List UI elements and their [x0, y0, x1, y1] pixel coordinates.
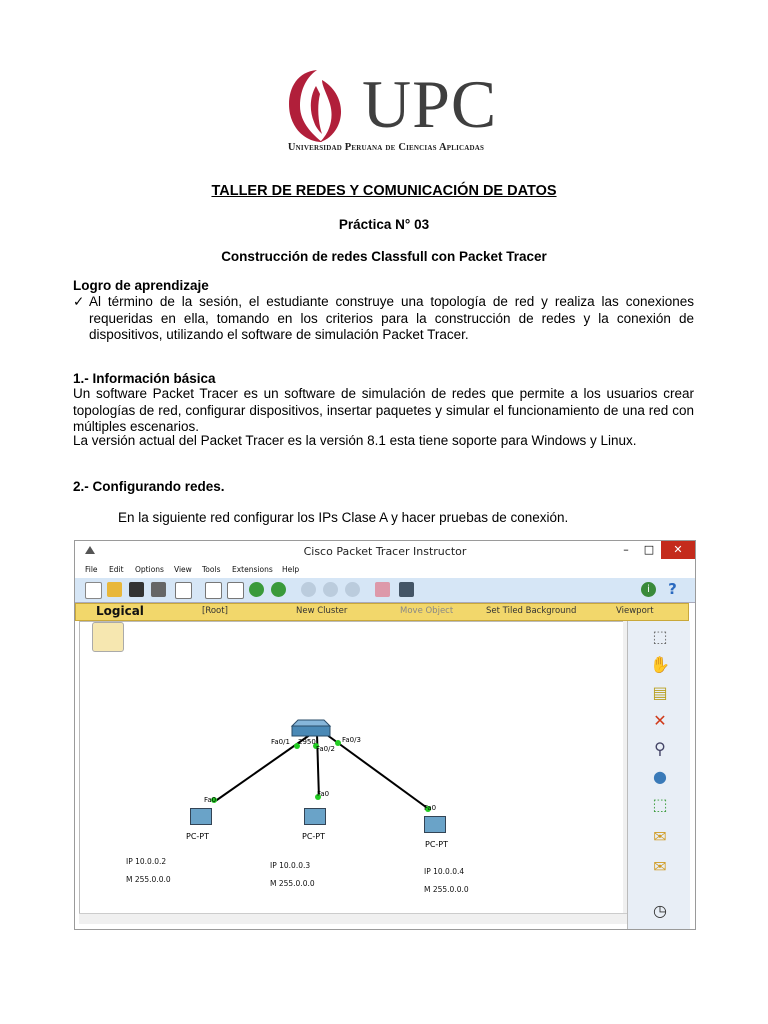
switch-port-fa01: Fa0/1: [271, 738, 290, 746]
help-icon[interactable]: ?: [668, 580, 677, 598]
checkmark-icon: ✓: [73, 294, 85, 309]
resize-icon[interactable]: ⬚: [652, 795, 668, 814]
document-subtitle: Construcción de redes Classfull con Packet Tracer: [221, 249, 547, 264]
document-title: TALLER DE REDES Y COMUNICACIÓN DE DATOS: [211, 183, 557, 199]
minimize-button[interactable]: –: [623, 543, 629, 556]
switch-port-fa03: Fa0/3: [342, 736, 361, 744]
zoom-out-icon[interactable]: [345, 582, 360, 597]
open-folder-icon[interactable]: [107, 582, 122, 597]
move-object-button[interactable]: Move Object: [400, 606, 454, 616]
menu-extensions[interactable]: Extensions: [232, 565, 273, 574]
pc3-port: Fa0: [424, 804, 437, 812]
section2-heading: 2.- Configurando redes.: [73, 479, 225, 494]
pc3-mask: M 255.0.0.0: [424, 885, 469, 894]
realtime-clock-icon[interactable]: ◷: [653, 901, 667, 920]
pc3-ip: IP 10.0.0.4: [424, 867, 465, 876]
activity-wizard-icon[interactable]: [175, 582, 192, 599]
university-name: Universidad Peruana de Ciencias Aplicadas: [287, 142, 485, 153]
logo-text: UPC: [362, 66, 498, 142]
workspace-canvas[interactable]: [79, 621, 625, 915]
zoom-in-icon[interactable]: [301, 582, 316, 597]
inspect-icon[interactable]: ⚲: [654, 739, 666, 758]
save-icon[interactable]: [129, 582, 144, 597]
undo-icon[interactable]: [249, 582, 264, 597]
learning-item: [73, 294, 694, 344]
menu-help[interactable]: Help: [282, 565, 300, 574]
packet-tracer-window: [74, 540, 696, 930]
pc2-icon[interactable]: [304, 808, 326, 825]
upc-logo-emblem: [282, 66, 352, 146]
section1-heading: 1.- Información básica: [73, 371, 216, 386]
pc1-mask: M 255.0.0.0: [126, 875, 171, 884]
pc1-ip: IP 10.0.0.2: [126, 857, 167, 866]
pt-toolbar: [75, 578, 695, 603]
maximize-button[interactable]: □: [643, 543, 655, 556]
select-icon[interactable]: ⬚: [652, 627, 668, 646]
pc2-label: PC-PT: [302, 832, 326, 841]
learning-heading: Logro de aprendizaje: [73, 278, 209, 293]
pc2-mask: M 255.0.0.0: [270, 879, 315, 888]
section1-paragraph1: Un software Packet Tracer es un software de simulación de redes que permite a los usuarios crear topologías de red, configurar dispositivos, insertar paquetes y simular el funcionamiento de una red con múltiples escenarios.: [73, 386, 694, 434]
draw-shape-icon[interactable]: ●: [653, 767, 667, 786]
section2-instruction: En la siguiente red configurar los IPs Clase A y hacer pruebas de conexión.: [118, 510, 569, 525]
topology-links: [80, 622, 624, 914]
copy-icon[interactable]: [205, 582, 222, 599]
paste-icon[interactable]: [227, 582, 244, 599]
pt-title-bar: [75, 541, 695, 563]
pc3-icon[interactable]: [424, 816, 446, 833]
learning-text: Al término de la sesión, el estudiante construye una topología de red y realiza las conexiones requeridas en ella, tomando en los criterios para la construcción de redes y la conexión de dispositivos, utilizando el software de simulación Packet Tracer.: [89, 294, 694, 342]
add-complex-pdu-icon[interactable]: ✉: [653, 857, 667, 876]
pc3-label: PC-PT: [425, 840, 449, 849]
note-icon[interactable]: ▤: [652, 683, 668, 702]
pc1-port: Fa0: [204, 796, 217, 804]
info-icon[interactable]: i: [641, 582, 656, 597]
switch-model-label: 2950: [298, 738, 316, 746]
add-simple-pdu-icon[interactable]: ✉: [653, 827, 667, 846]
pc1-icon[interactable]: [190, 808, 212, 825]
practice-number: Práctica N° 03: [338, 217, 430, 232]
close-button[interactable]: ✕: [661, 541, 695, 559]
root-button[interactable]: [Root]: [202, 606, 228, 616]
delete-icon[interactable]: ✕: [653, 711, 667, 730]
logical-tab[interactable]: Logical: [96, 604, 144, 618]
menu-file[interactable]: File: [85, 565, 98, 574]
common-tools-bar: [627, 621, 690, 929]
menu-view[interactable]: View: [174, 565, 192, 574]
pt-window-title: Cisco Packet Tracer Instructor: [303, 545, 467, 558]
menu-edit[interactable]: Edit: [109, 565, 124, 574]
zoom-reset-icon[interactable]: [323, 582, 338, 597]
pt-menu-bar: [75, 563, 695, 577]
palette-icon[interactable]: [375, 582, 390, 597]
pc2-ip: IP 10.0.0.3: [270, 861, 311, 870]
new-cluster-button[interactable]: New Cluster: [296, 606, 348, 616]
hand-icon[interactable]: ✋: [650, 655, 670, 674]
horizontal-scrollbar[interactable]: [79, 913, 635, 924]
switch-port-fa02: Fa0/2: [316, 745, 335, 753]
redo-icon[interactable]: [271, 582, 286, 597]
custom-devices-icon[interactable]: [399, 582, 414, 597]
logical-bar: [75, 603, 689, 621]
menu-options[interactable]: Options: [135, 565, 164, 574]
menu-tools[interactable]: Tools: [202, 565, 221, 574]
tiled-background-button[interactable]: Set Tiled Background: [486, 606, 577, 616]
pc2-port: Fa0: [317, 790, 330, 798]
section1-paragraph2: La versión actual del Packet Tracer es la versión 8.1 esta tiene soporte para Windows y Linux.: [73, 433, 637, 448]
print-icon[interactable]: [151, 582, 166, 597]
viewport-button[interactable]: Viewport: [616, 606, 654, 616]
pc1-label: PC-PT: [186, 832, 210, 841]
new-file-icon[interactable]: [85, 582, 102, 599]
